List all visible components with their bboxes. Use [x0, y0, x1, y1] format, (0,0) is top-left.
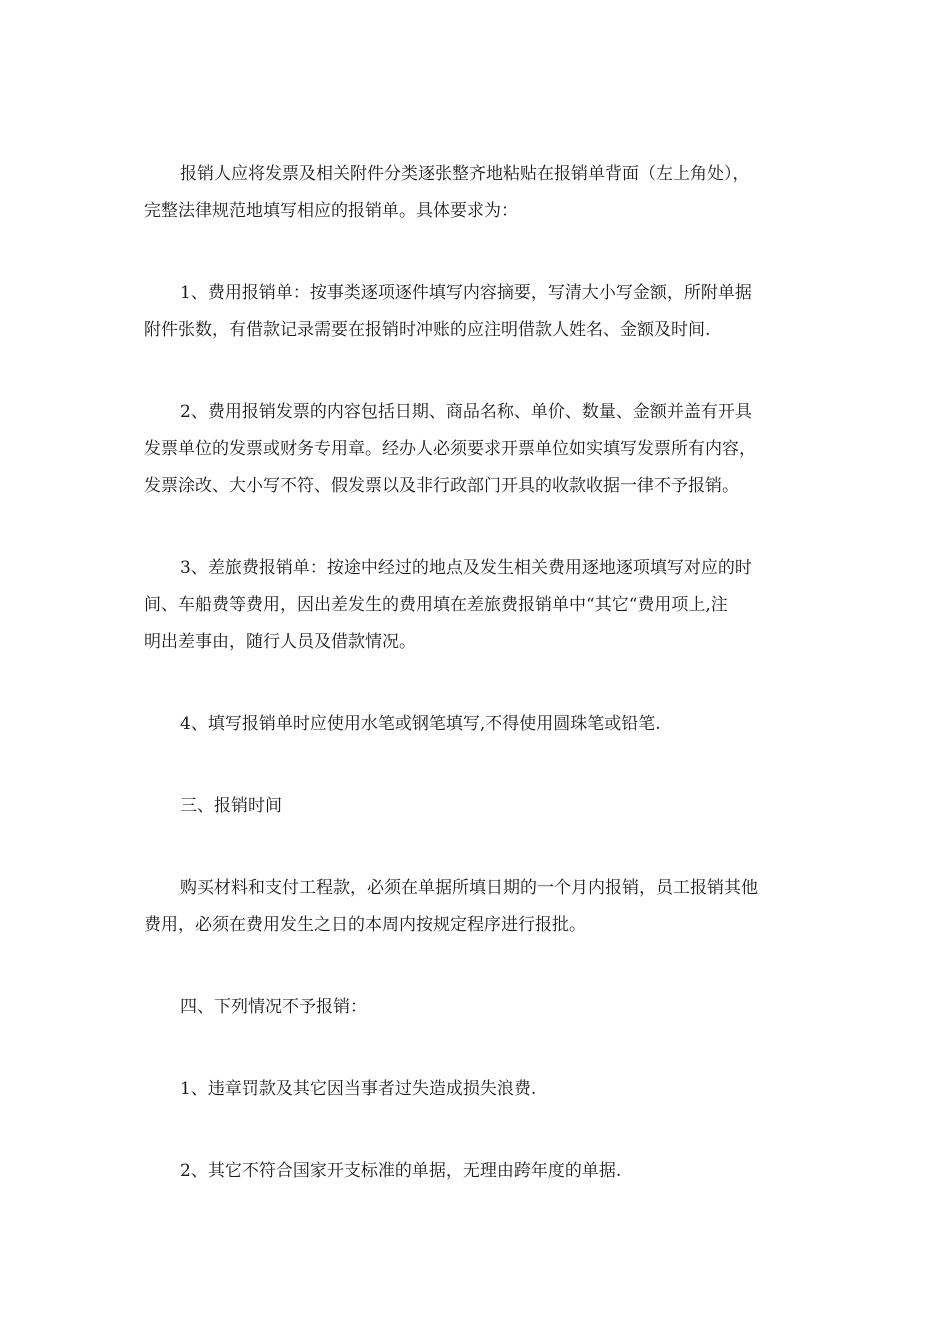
- text-line: 2、其它不符合国家开支标准的单据，无理由跨年度的单据.: [180, 1161, 622, 1181]
- paragraph-item-4-pen-requirement: [144, 706, 804, 743]
- heading-text: 四、下列情况不予报销：: [180, 997, 367, 1017]
- text-line: 间、车船费等费用，因出差发生的费用填在差旅费报销单中“其它“费用项上,注: [144, 595, 728, 615]
- paragraph-item-1-expense-form: [144, 275, 804, 349]
- text-line: 附件张数，有借款记录需要在报销时冲账的应注明借款人姓名、金额及时间.: [144, 320, 711, 340]
- document-body: [144, 156, 804, 1235]
- text-line: 明出差事由，随行人员及借款情况。: [144, 632, 416, 652]
- text-line: 费用，必须在费用发生之日的本周内按规定程序进行报批。: [144, 915, 586, 935]
- heading-text: 三、报销时间: [180, 796, 282, 816]
- text-line: 完整法律规范地填写相应的报销单。具体要求为：: [144, 201, 518, 221]
- text-line: 购买材料和支付工程款，必须在单据所填日期的一个月内报销，员工报销其他: [180, 878, 758, 898]
- section-heading-reimbursement-time: [144, 788, 804, 825]
- text-line: 发票单位的发票或财务专用章。经办人必须要求开票单位如实填写发票所有内容，: [144, 439, 756, 459]
- text-line: 1、费用报销单：按事类逐项逐件填写内容摘要，写清大小写金额，所附单据: [180, 283, 752, 303]
- paragraph-attachments-intro: [144, 156, 804, 230]
- text-line: 3、差旅费报销单：按途中经过的地点及发生相关费用逐地逐项填写对应的时: [180, 558, 752, 578]
- text-line: 4、填写报销单时应使用水笔或钢笔填写,不得使用圆珠笔或铅笔.: [180, 714, 661, 734]
- text-line: 2、费用报销发票的内容包括日期、商品名称、单价、数量、金额并盖有开具: [180, 402, 752, 422]
- text-line: 发票涂改、大小写不符、假发票以及非行政部门开具的收款收据一律不予报销。: [144, 476, 739, 496]
- paragraph-item-3-travel-form: [144, 550, 804, 661]
- paragraph-exclusion-2: [144, 1153, 804, 1190]
- paragraph-exclusion-1: [144, 1071, 804, 1108]
- section-heading-not-reimbursable: [144, 989, 804, 1026]
- text-line: 报销人应将发票及相关附件分类逐张整齐地粘贴在报销单背面（左上角处），: [180, 164, 750, 184]
- paragraph-time-limits: [144, 870, 804, 944]
- text-line: 1、违章罚款及其它因当事者过失造成损失浪费.: [180, 1079, 537, 1099]
- paragraph-item-2-invoice-content: [144, 394, 804, 505]
